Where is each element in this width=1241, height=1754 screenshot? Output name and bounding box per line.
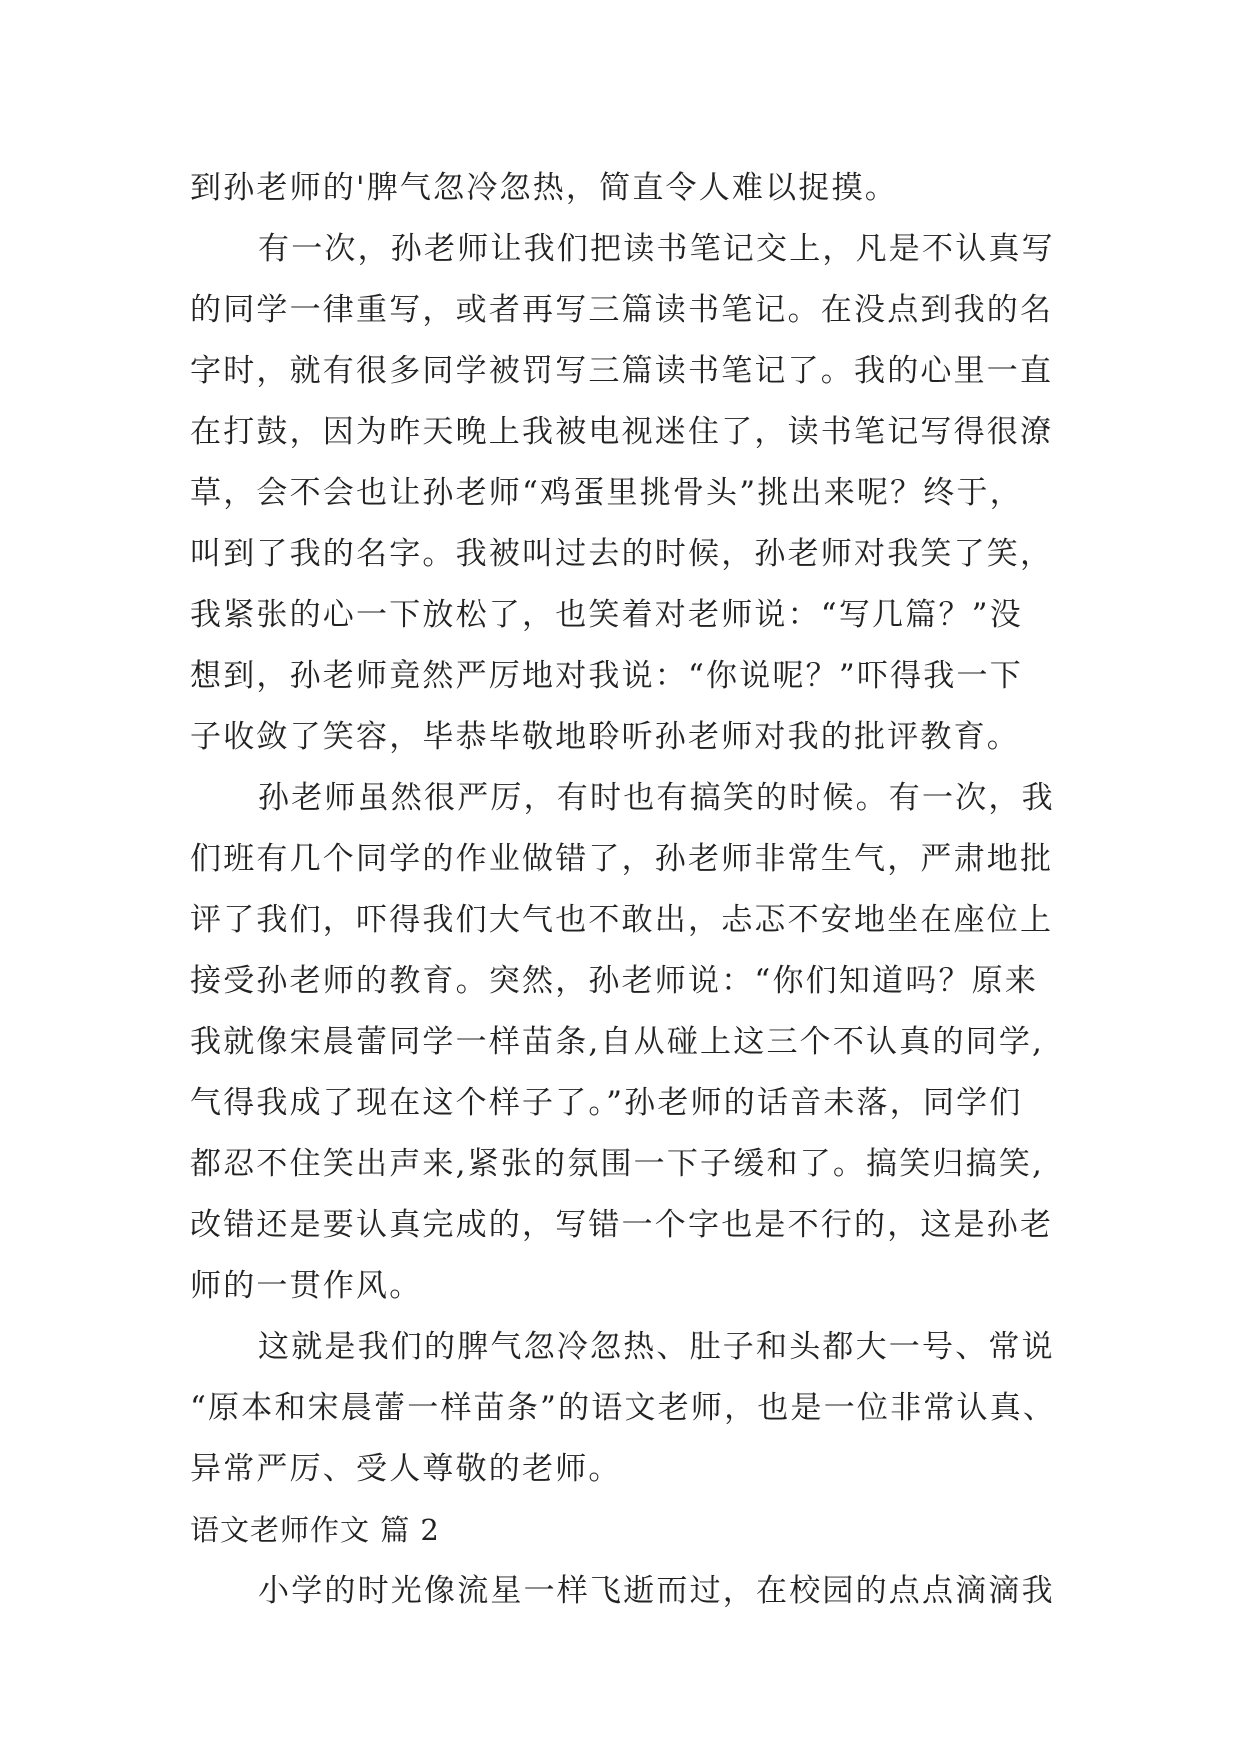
paragraph-start-line: 这就是我们的脾气忽冷忽热、肚子和头都大一号、常说 bbox=[258, 1329, 1055, 1365]
text-line: 的同学一律重写，或者再写三篇读书笔记。在没点到我的名 bbox=[190, 292, 1054, 328]
paragraph-start-line: 孙老师虽然很严厉，有时也有搞笑的时候。有一次，我 bbox=[258, 780, 1055, 816]
text-line: 字时，就有很多同学被罚写三篇读书笔记了。我的心里一直 bbox=[190, 353, 1054, 389]
text-line: 异常严厉、受人尊敬的老师。 bbox=[190, 1451, 622, 1487]
text-line: 们班有几个同学的作业做错了，孙老师非常生气，严肃地批 bbox=[190, 841, 1054, 877]
text-line: 气得我成了现在这个样子了。”孙老师的话音未落，同学们 bbox=[190, 1085, 1023, 1121]
article-body bbox=[190, 158, 1065, 1622]
text-line: 评了我们，吓得我们大气也不敢出，忐忑不安地坐在座位上 bbox=[190, 902, 1054, 938]
section-heading: 语文老师作文 篇 2 bbox=[190, 1513, 440, 1547]
text-line: 我紧张的心一下放松了，也笑着对老师说：“写几篇？”没 bbox=[190, 597, 1023, 633]
text-line: 师的一贯作风。 bbox=[190, 1268, 423, 1304]
text-line: 接受孙老师的教育。突然，孙老师说：“你们知道吗？原来 bbox=[190, 963, 1039, 999]
text-line: 改错还是要认真完成的，写错一个字也是不行的，这是孙老 bbox=[190, 1207, 1054, 1243]
text-line: 都忍不住笑出声来,紧张的氛围一下子缓和了。搞笑归搞笑, bbox=[190, 1146, 1045, 1182]
text-line: “原本和宋晨蕾一样苗条”的语文老师，也是一位非常认真、 bbox=[190, 1390, 1057, 1426]
text-line: 在打鼓，因为昨天晚上我被电视迷住了，读书笔记写得很潦 bbox=[190, 414, 1054, 450]
text-line: 到孙老师的'脾气忽冷忽热，简直令人难以捉摸。 bbox=[190, 170, 898, 206]
text-line: 我就像宋晨蕾同学一样苗条,自从碰上这三个不认真的同学, bbox=[190, 1024, 1045, 1060]
paragraph-start-line: 有一次，孙老师让我们把读书笔记交上，凡是不认真写 bbox=[258, 231, 1055, 267]
text-line: 叫到了我的名字。我被叫过去的时候，孙老师对我笑了笑， bbox=[190, 536, 1054, 572]
paragraph-start-line: 小学的时光像流星一样飞逝而过，在校园的点点滴滴我 bbox=[258, 1573, 1055, 1609]
text-line: 草，会不会也让孙老师“鸡蛋里挑骨头”挑出来呢？终于， bbox=[190, 475, 1023, 511]
text-line: 子收敛了笑容，毕恭毕敬地聆听孙老师对我的批评教育。 bbox=[190, 719, 1020, 755]
text-line: 想到，孙老师竟然严厉地对我说：“你说呢？”吓得我一下 bbox=[190, 658, 1023, 694]
